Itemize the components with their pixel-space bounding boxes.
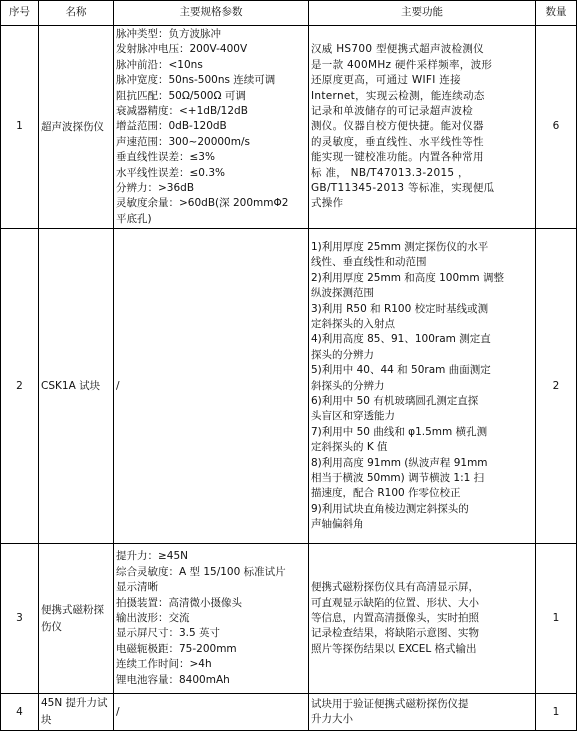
row-name-text: 45N 提升力试块: [41, 697, 108, 727]
header-qty: 数量: [536, 1, 577, 26]
row-index: 1: [1, 26, 39, 229]
cell-line: 垂直线性误差：≤3%: [116, 151, 215, 164]
cell-line: 斜探头的分辨力: [311, 379, 385, 392]
cell-line: 测仪。仪器自校方便快捷。能对仪器: [311, 120, 484, 133]
cell-line: /: [116, 705, 120, 718]
cell-line: /: [116, 379, 120, 392]
cell-line: 探头的分辨力: [311, 348, 374, 361]
cell-line: 电磁轭极距：75-200mm: [116, 642, 237, 655]
cell-line: 3)利用 R50 和 R100 校定时基线或测: [311, 302, 489, 315]
row-name: [39, 544, 114, 694]
cell-line: 7)利用中 50 曲线和 φ1.5mm 横孔测: [311, 425, 488, 438]
cell-line: 便携式磁粉探伤仪具有高清显示屏，: [311, 581, 479, 594]
row-name: [39, 229, 114, 544]
cell-line: 线性、垂直线性和动范围: [311, 256, 427, 269]
cell-line: 相当于横波 50mm) 调节横波 1:1 扫: [311, 472, 485, 485]
row-index: 4: [1, 694, 39, 731]
cell-line: 拍摄装置：高清微小摄像头: [116, 596, 242, 609]
cell-line: 声速范围：300~20000m/s: [116, 135, 250, 148]
row-name-text: 超声波探伤仪: [41, 120, 104, 133]
cell-line: 1)利用厚度 25mm 测定探伤仪的水平: [311, 240, 489, 253]
header-row: [1, 1, 577, 26]
cell-line: GB/T11345-2013 等标准，实现便瓜: [311, 182, 495, 195]
cell-line: 提升力：≥45N: [116, 550, 189, 563]
row-quantity: 1: [536, 544, 577, 694]
cell-line: 等信息，内置高清摄像头，实时拍照: [311, 612, 479, 625]
cell-line: 增益范围：0dB-120dB: [116, 120, 227, 133]
cell-line: 脉冲前沿：<10ns: [116, 58, 203, 71]
header-idx: 序号: [1, 1, 39, 26]
cell-line: 发射脉冲电压：200V-400V: [116, 43, 248, 56]
cell-line: 记录和单波储存的可记录超声波检: [311, 105, 473, 118]
cell-line: 分辨力：>36dB: [116, 182, 195, 195]
cell-line: 输出波形：交流: [116, 612, 190, 625]
cell-line: 的灵敏度，垂直线性、水平线性等性: [311, 135, 484, 148]
cell-line: 8)利用高度 91mm (纵波声程 91mm: [311, 456, 488, 469]
row-function: [309, 694, 536, 731]
row-quantity: 6: [536, 26, 577, 229]
cell-line: 阻抗匹配：50Ω/500Ω 可调: [116, 89, 246, 102]
cell-line: Internet，实现云检测，能连续动态: [311, 89, 485, 102]
row-name: [39, 694, 114, 731]
cell-line: 定斜探头的 K 值: [311, 441, 388, 454]
header-func: 主要功能: [309, 1, 536, 26]
table-row: [1, 229, 577, 544]
header-name: 名称: [39, 1, 114, 26]
row-index: 3: [1, 544, 39, 694]
cell-line: 试块用于验证便携式磁粉探伤仪提: [311, 697, 469, 710]
cell-line: 5)利用中 40、44 和 50ram 曲面测定: [311, 364, 491, 377]
cell-line: 照片等探伤结果以 EXCEL 格式输出: [311, 642, 477, 655]
cell-line: 记录检查结果，将缺陷示意图、实物: [311, 627, 479, 640]
row-function: [309, 544, 536, 694]
cell-line: 是一款 400MHz 硬件采样频率，波形: [311, 58, 493, 71]
cell-line: 4)利用高度 85、91、100ram 测定直: [311, 333, 491, 346]
row-name-text: 便携式磁粉探伤仪: [41, 603, 104, 633]
cell-line: 脉冲类型：负方波脉冲: [116, 28, 221, 40]
cell-line: 描速度，配合 R100 作零位校正: [311, 487, 461, 500]
cell-line: 能实现一键校准功能。内置各种常用: [311, 151, 484, 164]
cell-line: 可直观显示缺陷的位置、形状、大小: [311, 596, 479, 609]
row-spec: [114, 694, 309, 731]
cell-line: 显示屏尺寸：3.5 英寸: [116, 627, 221, 640]
row-index: 2: [1, 229, 39, 544]
cell-line: 显示清晰: [116, 581, 158, 594]
cell-line: 2)利用厚度 25mm 和高度 100mm 调整: [311, 271, 504, 284]
table-row: [1, 26, 577, 229]
row-name-text: CSK1A 试块: [41, 379, 101, 392]
cell-line: 锂电池容量：8400mAh: [116, 673, 230, 686]
cell-line: 综合灵敏度：A 型 15/100 标准试片: [116, 565, 286, 578]
cell-line: 升力大小: [311, 713, 353, 726]
table-row: [1, 544, 577, 694]
header-spec: 主要规格参数: [114, 1, 309, 26]
row-spec: [114, 26, 309, 229]
cell-line: 9)利用试块直角棱边测定斜探头的: [311, 502, 469, 515]
row-spec: [114, 229, 309, 544]
cell-line: 汉威 HS700 型便携式超声波检测仪: [311, 43, 484, 56]
cell-line: 定斜探头的入射点: [311, 317, 395, 330]
row-name: [39, 26, 114, 229]
cell-line: 头盲区和穿透能力: [311, 410, 395, 423]
cell-line: 标 准， NB/T47013.3-2015 ，: [311, 166, 469, 179]
cell-line: 平底孔): [116, 212, 152, 225]
cell-line: 纵波探测范围: [311, 287, 374, 300]
cell-line: 脉冲宽度：50ns-500ns 连续可调: [116, 74, 276, 87]
row-function: [309, 229, 536, 544]
cell-line: 还原度更高，可通过 WIFI 连接: [311, 74, 461, 87]
cell-line: 连续工作时间：>4h: [116, 658, 212, 671]
cell-line: 声轴偏斜角: [311, 518, 364, 531]
cell-line: 式操作: [311, 197, 344, 210]
cell-line: 水平线性误差：≤0.3%: [116, 166, 225, 179]
table-row: [1, 694, 577, 731]
row-spec: [114, 544, 309, 694]
row-function: [309, 26, 536, 229]
row-quantity: 1: [536, 694, 577, 731]
cell-line: 衰减器精度：<+1dB/12dB: [116, 105, 248, 118]
row-quantity: 2: [536, 229, 577, 544]
cell-line: 灵敏度余量：>60dB(深 200mmΦ2: [116, 197, 289, 210]
cell-line: 6)利用中 50 有机玻璃圆孔测定直探: [311, 394, 479, 407]
